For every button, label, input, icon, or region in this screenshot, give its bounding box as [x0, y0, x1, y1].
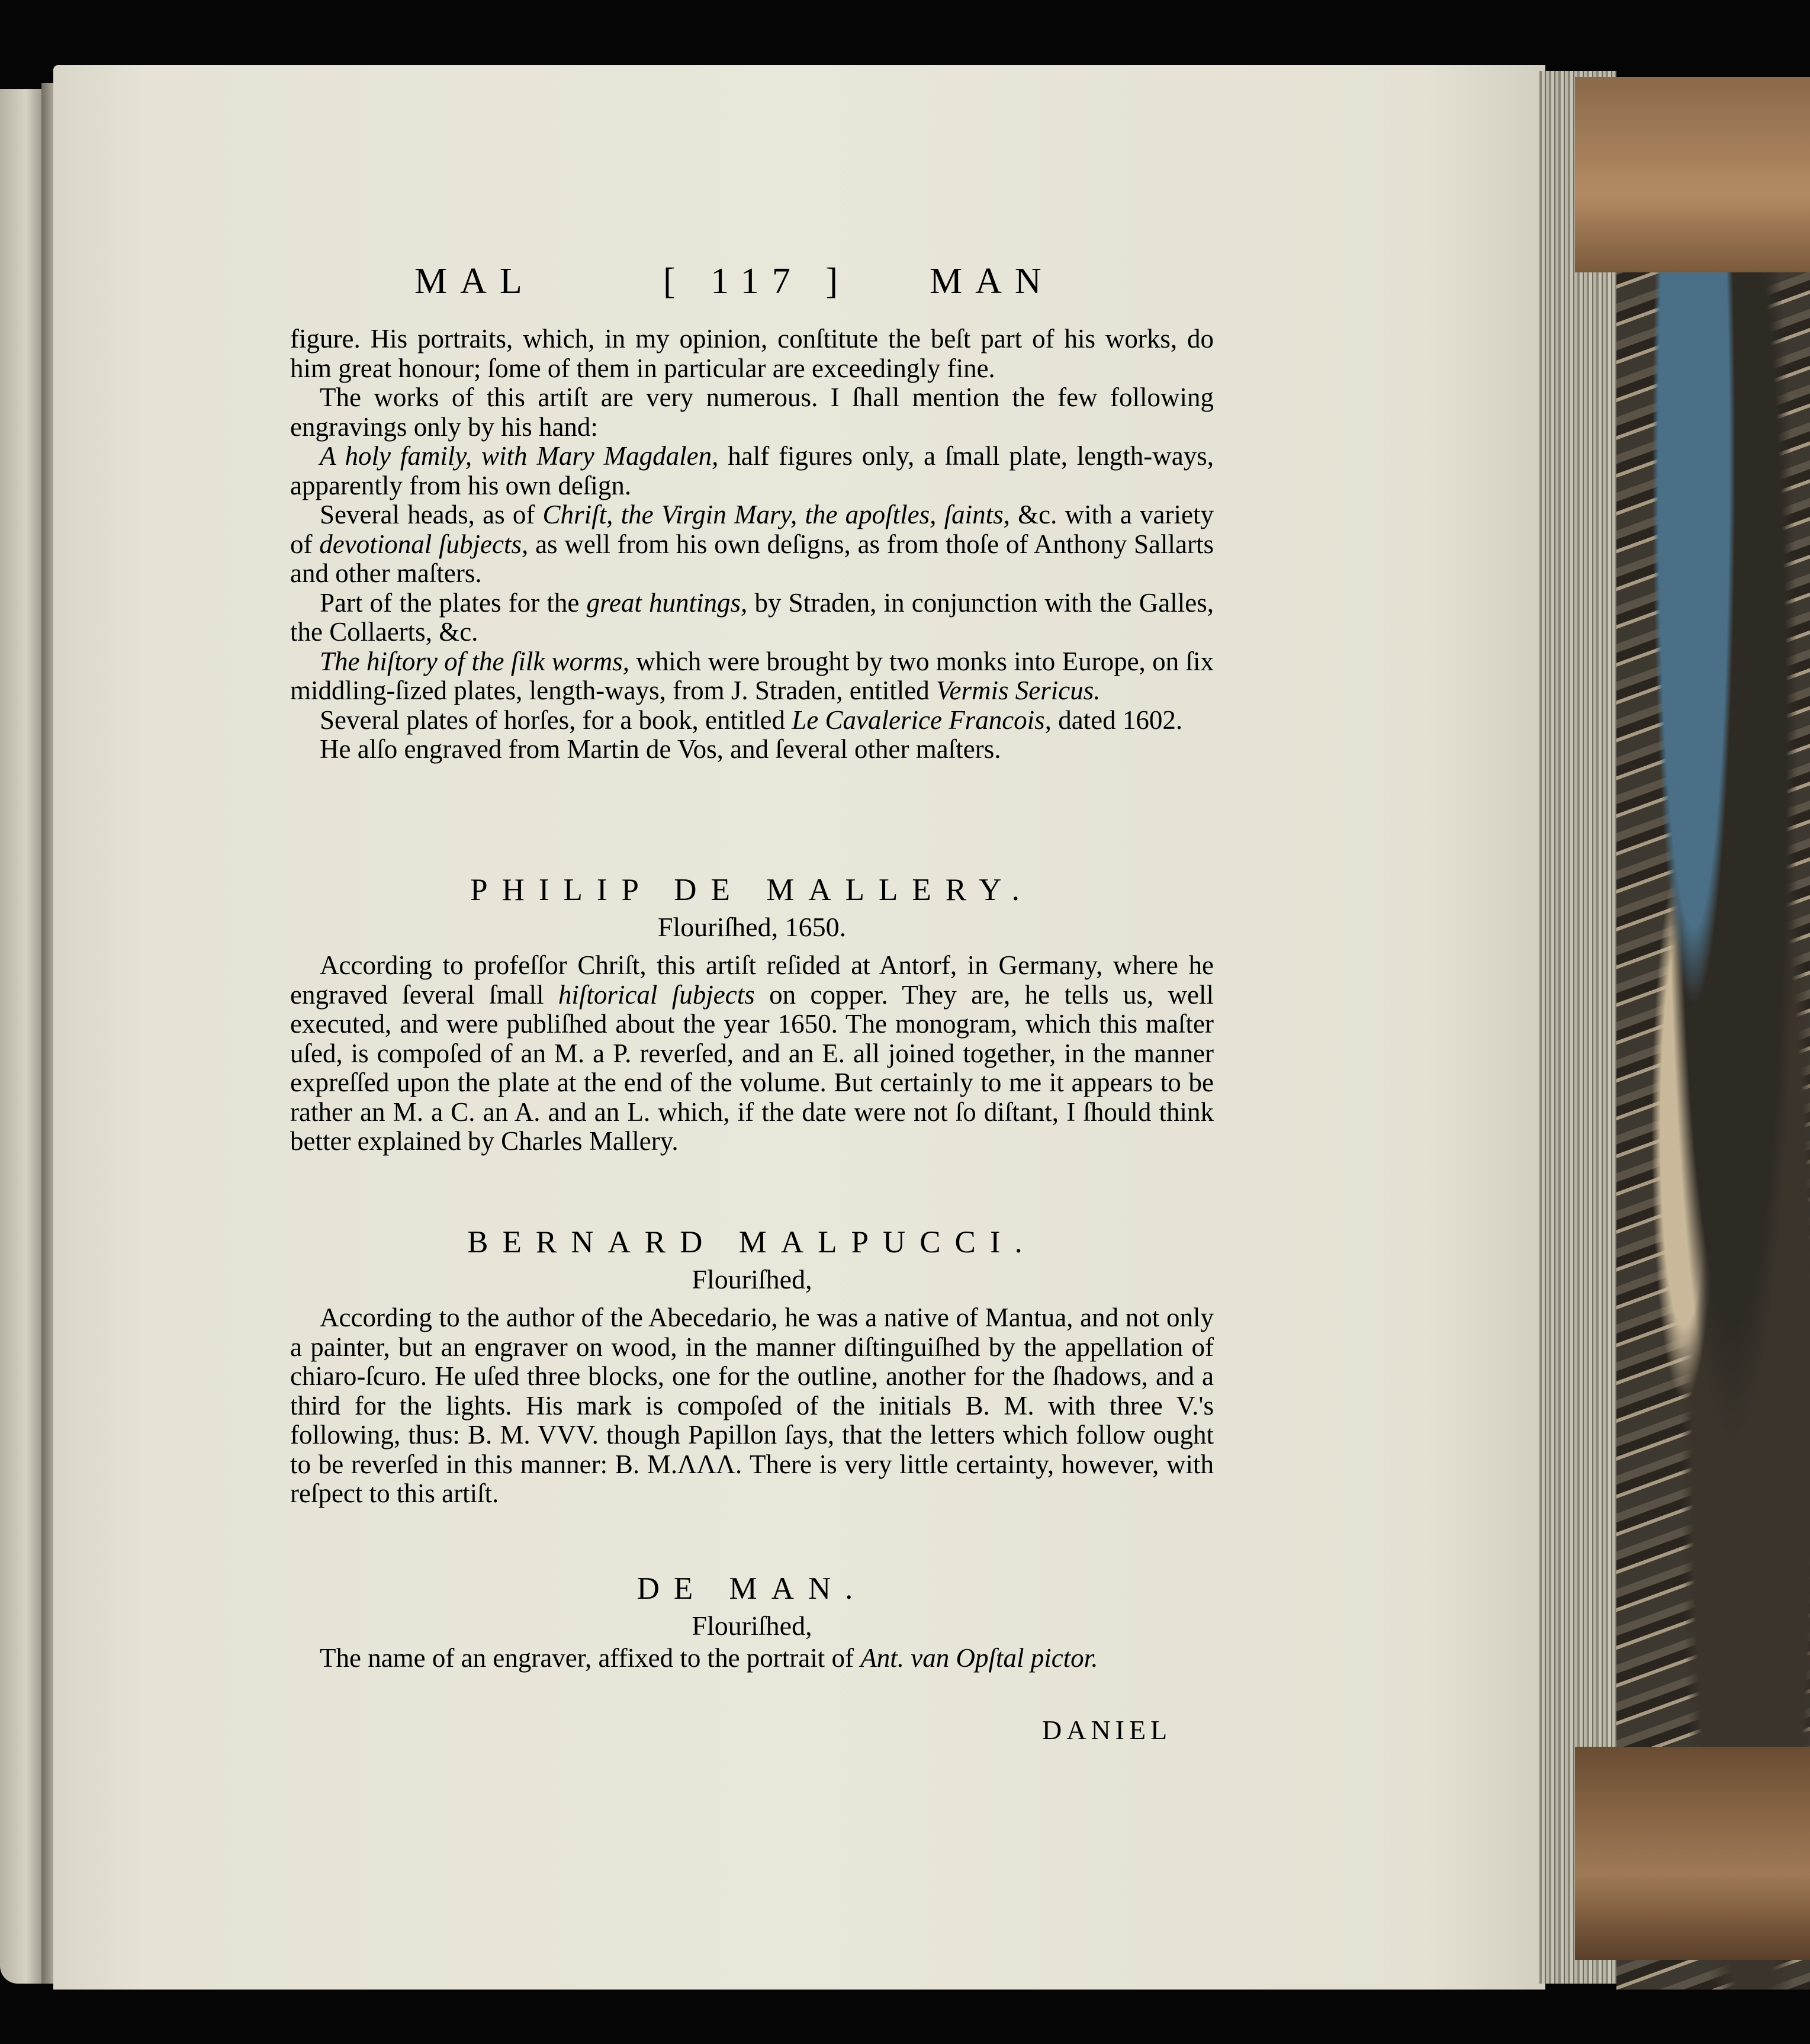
artist-heading: PHILIP DE MALLERY.	[470, 873, 1034, 907]
text-run: The name of an engraver, affixed to the portrait of	[320, 1643, 861, 1673]
text-run: According to profeſſor Chriſt, this artiſt reſided at Antorf, in Germany, where he engraved ſeveral ſmall	[290, 950, 1214, 1010]
italic-title: Le Cavalerice Francois,	[792, 705, 1052, 735]
text-run: &c. with a variety of	[290, 500, 1214, 559]
italic-title: Vermis Sericus.	[936, 676, 1101, 705]
text-run: Several heads, as of	[320, 500, 543, 529]
page-block-edges	[1539, 71, 1616, 1984]
facing-page-edge	[0, 89, 47, 1984]
paragraph: figure. His portraits, which, in my opinion, conſtitute the beſt part of his works, do him great honour; ſome of them in particular are exceedingly fine.	[290, 324, 1214, 383]
text-run: dated 1602.	[1051, 705, 1183, 735]
paragraph: According to the author of the Abecedario, he was a native of Mantua, and not only a painter, but an engraver on wood, in the manner diſtinguiſhed by the appellation of chiaro-ſcuro. He uſed three blocks, one for the outline, another for the ſhadows, and a third for the lights. His mark is compoſed of the initials B. M. with three V.'s following, thus: B. M. VVV. though Papillon ſays, that the letters which follow ought to be reverſed in this manner: B. M.ΛΛΛ. There is very little certainty, however, with reſpect to this artiſt.	[290, 1303, 1214, 1508]
paragraph	[290, 647, 1214, 706]
italic-title: hiſtorical ſubjects	[558, 979, 755, 1010]
section-mallery	[290, 870, 1214, 1156]
paragraph	[290, 706, 1214, 735]
leather-corner-top	[1575, 77, 1810, 272]
text-run: Several plates of horſes, for a book, entitled	[320, 705, 792, 735]
text-run: on copper. They are, he tells us, well executed, and were publiſhed about the year 1650. The monogram, which this maſter uſed, is compoſed of an M. a P. reverſed, and an E. all joined together, in the manner expreſſed upon the plate at the end of the volume. But certainly to me it appears to be rather an M. a C. an A. and an L. which, if the date were not ſo diſtant, I ſhould think better explained by Charles Mallery.	[290, 979, 1214, 1156]
catchword: DANIEL	[1042, 1715, 1172, 1745]
italic-title: A holy family, with Mary Magdalen,	[320, 441, 719, 471]
flourished-line: Flouriſhed,	[692, 1264, 812, 1294]
leather-corner-bottom	[1575, 1747, 1810, 1960]
italic-title: great huntings,	[586, 587, 748, 618]
flourished-line: Flouriſhed,	[692, 1611, 812, 1641]
text-run: which were brought by two monks into Europe, on ſix middling-ſized plates, length-ways, from J. Straden, entitled	[290, 646, 1214, 705]
marbled-cover	[1616, 77, 1810, 1990]
text-run: half figures only, a ſmall plate, length-ways, apparently from his own deſign.	[290, 441, 1214, 500]
paragraph	[290, 500, 1214, 589]
italic-title: devotional ſubjects,	[319, 529, 529, 559]
paragraph: He alſo engraved from Martin de Vos, and ſeveral other maſters.	[320, 734, 1001, 764]
section-malpucci	[290, 1223, 1214, 1509]
italic-title: The hiſtory of the ſilk worms,	[320, 646, 629, 676]
text-run: Part of the plates for the	[320, 587, 587, 618]
running-head-right: MAN	[930, 261, 1055, 301]
text-run: as well from his own deſigns, as from thoſe of Anthony Sallarts and other maſters.	[290, 529, 1214, 588]
section-de-man	[290, 1569, 1214, 1673]
intro-text	[290, 324, 1214, 764]
running-head	[414, 261, 1107, 308]
italic-title: Chriſt, the Virgin Mary, the apoſtles, ſaints,	[542, 500, 1010, 529]
paragraph	[290, 951, 1214, 1156]
artist-heading: DE MAN.	[636, 1571, 867, 1606]
paragraph	[290, 442, 1214, 500]
running-head-left: MAL	[414, 261, 535, 301]
artist-heading: BERNARD MALPUCCI.	[467, 1225, 1037, 1259]
page-number: [ 117 ]	[663, 261, 851, 301]
paragraph	[290, 1644, 1214, 1673]
italic-title: Ant. van Opſtal pictor.	[860, 1643, 1098, 1673]
paragraph: The works of this artiſt are very numerous. I ſhall mention the few following engravings only by his hand:	[290, 383, 1214, 442]
text-run: by Straden, in conjunction with the Galles, the Collaerts, &c.	[290, 587, 1214, 647]
flourished-line: Flouriſhed, 1650.	[657, 912, 847, 942]
paragraph	[290, 589, 1214, 647]
